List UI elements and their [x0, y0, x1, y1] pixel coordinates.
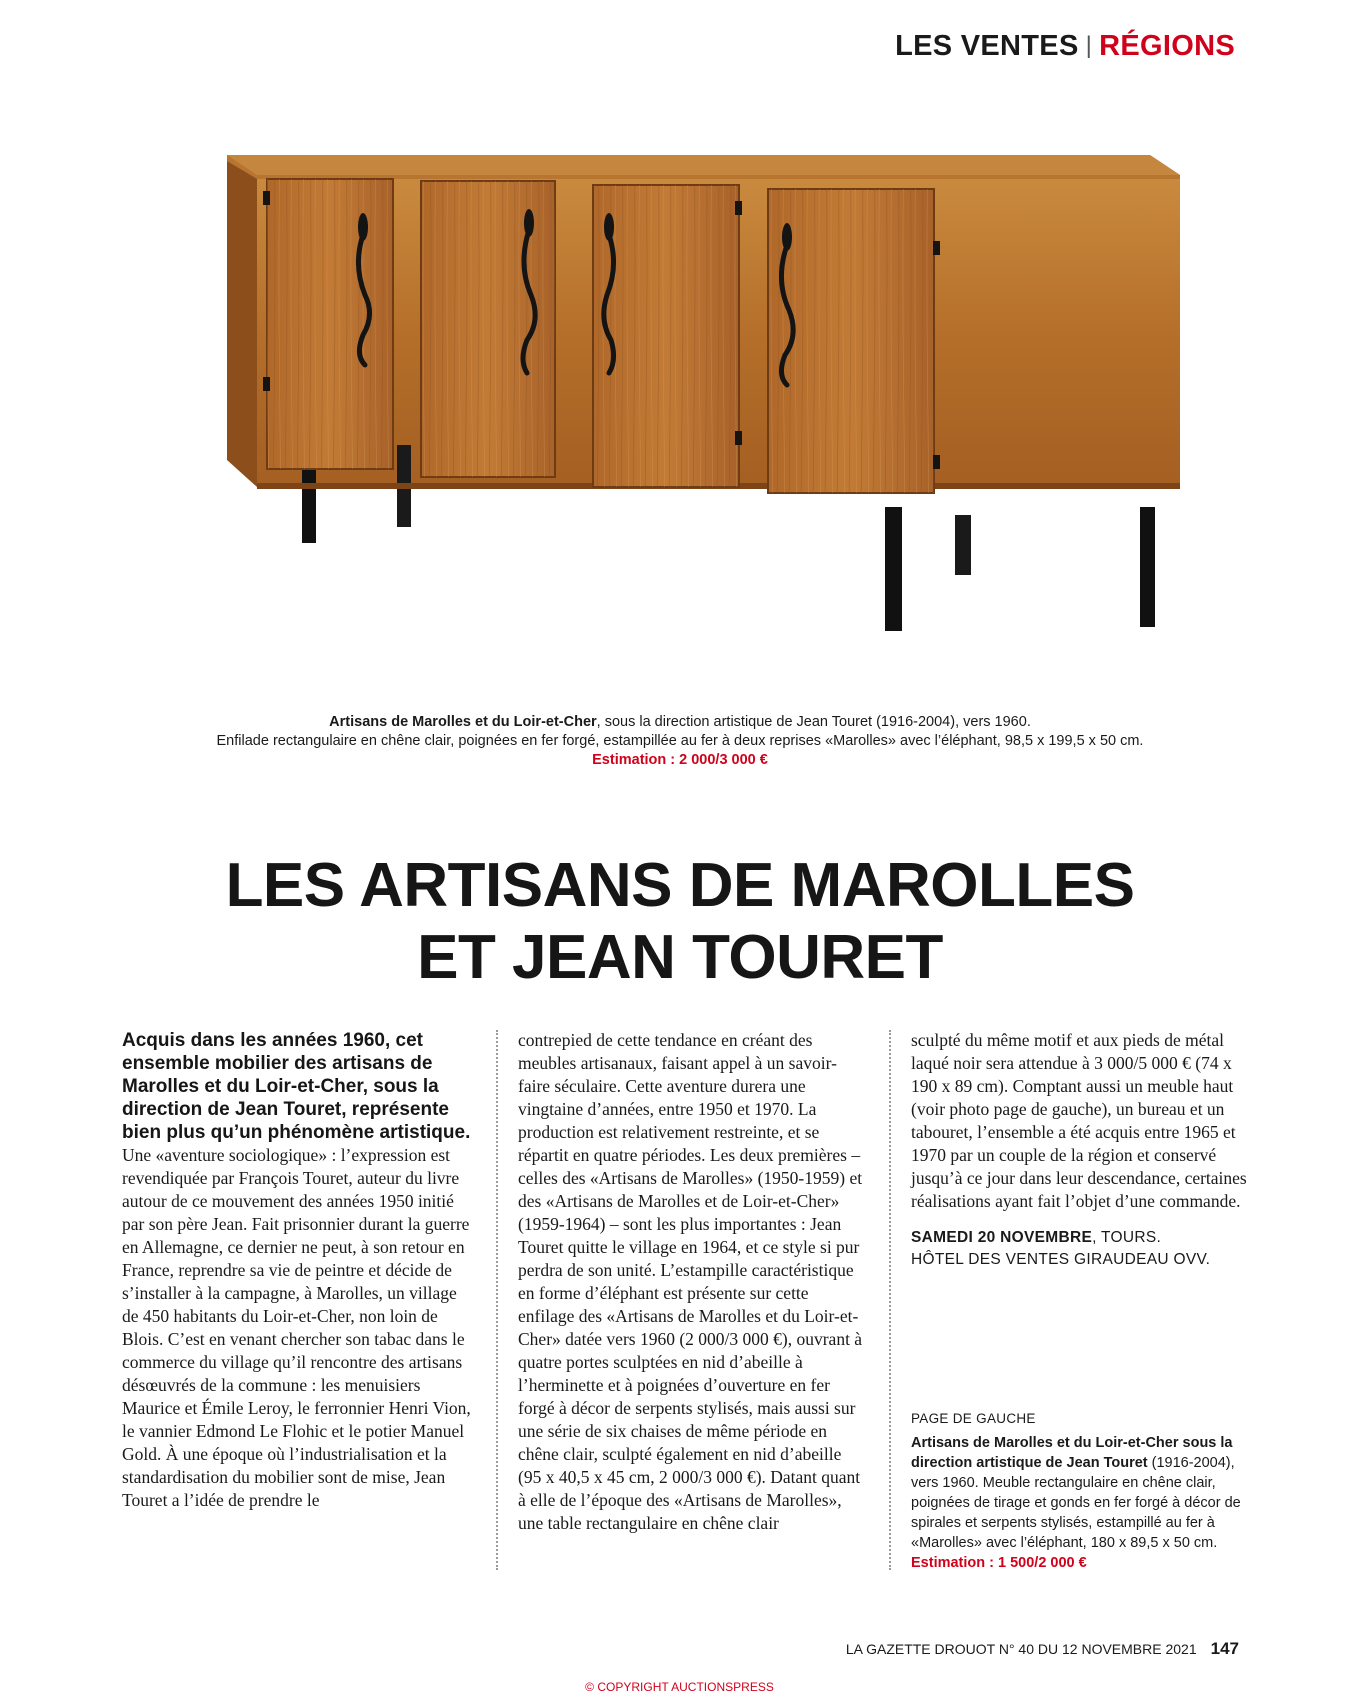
issue-info: LA GAZETTE DROUOT N° 40 DU 12 NOVEMBRE 2021: [845, 1641, 1197, 1657]
region-label: RÉGIONS: [1099, 30, 1235, 62]
sale-date: SAMEDI 20 NOVEMBRE: [911, 1229, 1093, 1246]
sideboard-photo: [175, 115, 1190, 685]
headline-line2: ET JEAN TOURET: [417, 923, 943, 992]
headline-line1: LES ARTISANS DE MAROLLES: [225, 851, 1135, 920]
sale-info: [911, 1227, 1256, 1271]
section-separator: |: [1085, 32, 1093, 59]
sidebar-estimate: Estimation : 1 500/2 000 €: [911, 1555, 1087, 1571]
column-divider: [496, 1030, 498, 1570]
copyright-notice: © COPYRIGHT AUCTIONSPRESS: [585, 1680, 774, 1694]
sidebar-body: (1916-2004), vers 1960. Meuble rectangulaire en chêne clair, poignées de tirage et gonds en fer forgé à décor de spirales et serpents stylisés, estampillé au fer à «Marolles» avec l’éléphant, 180 x 89,5 x 50 cm.: [911, 1455, 1241, 1551]
sidebar-kicker: PAGE DE GAUCHE: [911, 1411, 1036, 1426]
headline: [150, 850, 1210, 994]
page-footer: [846, 1639, 1239, 1659]
page-number: 147: [1210, 1639, 1239, 1658]
sidebar-title: Artisans de Marolles et du Loir-et-Cher sous la direction artistique de Jean Touret: [911, 1435, 1233, 1471]
article-column-1: [122, 1029, 472, 1512]
column-divider: [889, 1030, 891, 1570]
caption-line2: Enfilade rectangulaire en chêne clair, poignées en fer forgé, estampillée au fer à deux reprises «Marolles» avec l’éléphant, 98,5 x 199,5 x 50 cm.: [216, 733, 1144, 749]
auction-house: HÔTEL DES VENTES GIRAUDEAU OVV.: [911, 1251, 1211, 1268]
caption-estimate: Estimation : 2 000/3 000 €: [592, 752, 768, 768]
photo-caption: [150, 713, 1210, 770]
article-lead: Acquis dans les années 1960, cet ensemble mobilier des artisans de Marolles et du Loir-et-Cher, sous la direction de Jean Touret, représente bien plus qu’un phénomène artistique.: [122, 1030, 471, 1143]
article-column-2: [518, 1029, 863, 1535]
article-column-3: [911, 1029, 1256, 1271]
section-header: [895, 30, 1235, 63]
article-text-1: Une «aventure sociologique» : l’expression est revendiquée par François Touret, auteur du livre autour de ce mouvement des années 1950 initié par son père Jean. Fait prisonnier durant la guerre en Allemagne, ce dernier ne peut, à son retour en France, reprendre sa vie de peintre et décide de s’installer à la campagne, à Marolles, un village de 450 habitants du Loir-et-Cher, non loin de Blois. C’est en venant chercher son tabac dans le commerce du village qu’il rencontre des artisans désœuvrés de la commune : les menuisiers Maurice et Émile Leroy, le ferronnier Henri Vion, le vannier Edmond Le Flohic et le potier Manuel Gold. À une époque où l’industrialisation et la standardisation du mobilier sont de mise, Jean Touret a l’idée de prendre le: [122, 1145, 471, 1510]
article-text-3: sculpté du même motif et aux pieds de métal laqué noir sera attendue à 3 000/5 000 € (74 x 190 x 89 cm). Comptant aussi un meuble haut (voir photo page de gauche), un bureau et un tabouret, l’ensemble a été acquis entre 1965 et 1970 par un couple de la région et conservé jusqu’à ce jour dans leur descendance, certaines réalisations ayant fait l’objet d’une commande.: [911, 1030, 1247, 1211]
left-page-caption: [911, 1409, 1256, 1573]
sale-city: , TOURS.: [1092, 1229, 1162, 1246]
article-text-2: contrepied de cette tendance en créant des meubles artisanaux, faisant appel à un savoir-faire séculaire. Cette aventure durera une vingtaine d’années, entre 1950 et 1970. La production est relativement restreinte, et se répartit en quatre périodes. Les deux premières – celles des «Artisans de Marolles» (1950-1959) et des «Artisans de Marolles et de Loir-et-Cher» (1959-1964) – sont les plus importantes : Jean Touret quitte le village en 1964, et ce style si pur perdra de son unité. L’estampille caractéristique en forme d’éléphant est présente sur cette enfilage des «Artisans de Marolles et du Loir-et-Cher» datée vers 1960 (2 000/3 000 €), ouvrant à quatre portes sculptées en nid d’abeille à l’herminette et à poignées d’ouverture en fer forgé à décor de serpents stylisés, mais aussi sur une série de six chaises de même période en chêne clair, sculpté également en nid d’abeille (95 x 40,5 x 45 cm, 2 000/3 000 €). Datant quant à elle de l’époque des «Artisans de Marolles», une table rectangulaire en chêne clair: [518, 1030, 863, 1533]
caption-maker: Artisans de Marolles et du Loir-et-Cher: [329, 714, 597, 730]
caption-line1: , sous la direction artistique de Jean Touret (1916-2004), vers 1960.: [596, 714, 1031, 730]
section-label: LES VENTES: [895, 30, 1079, 62]
